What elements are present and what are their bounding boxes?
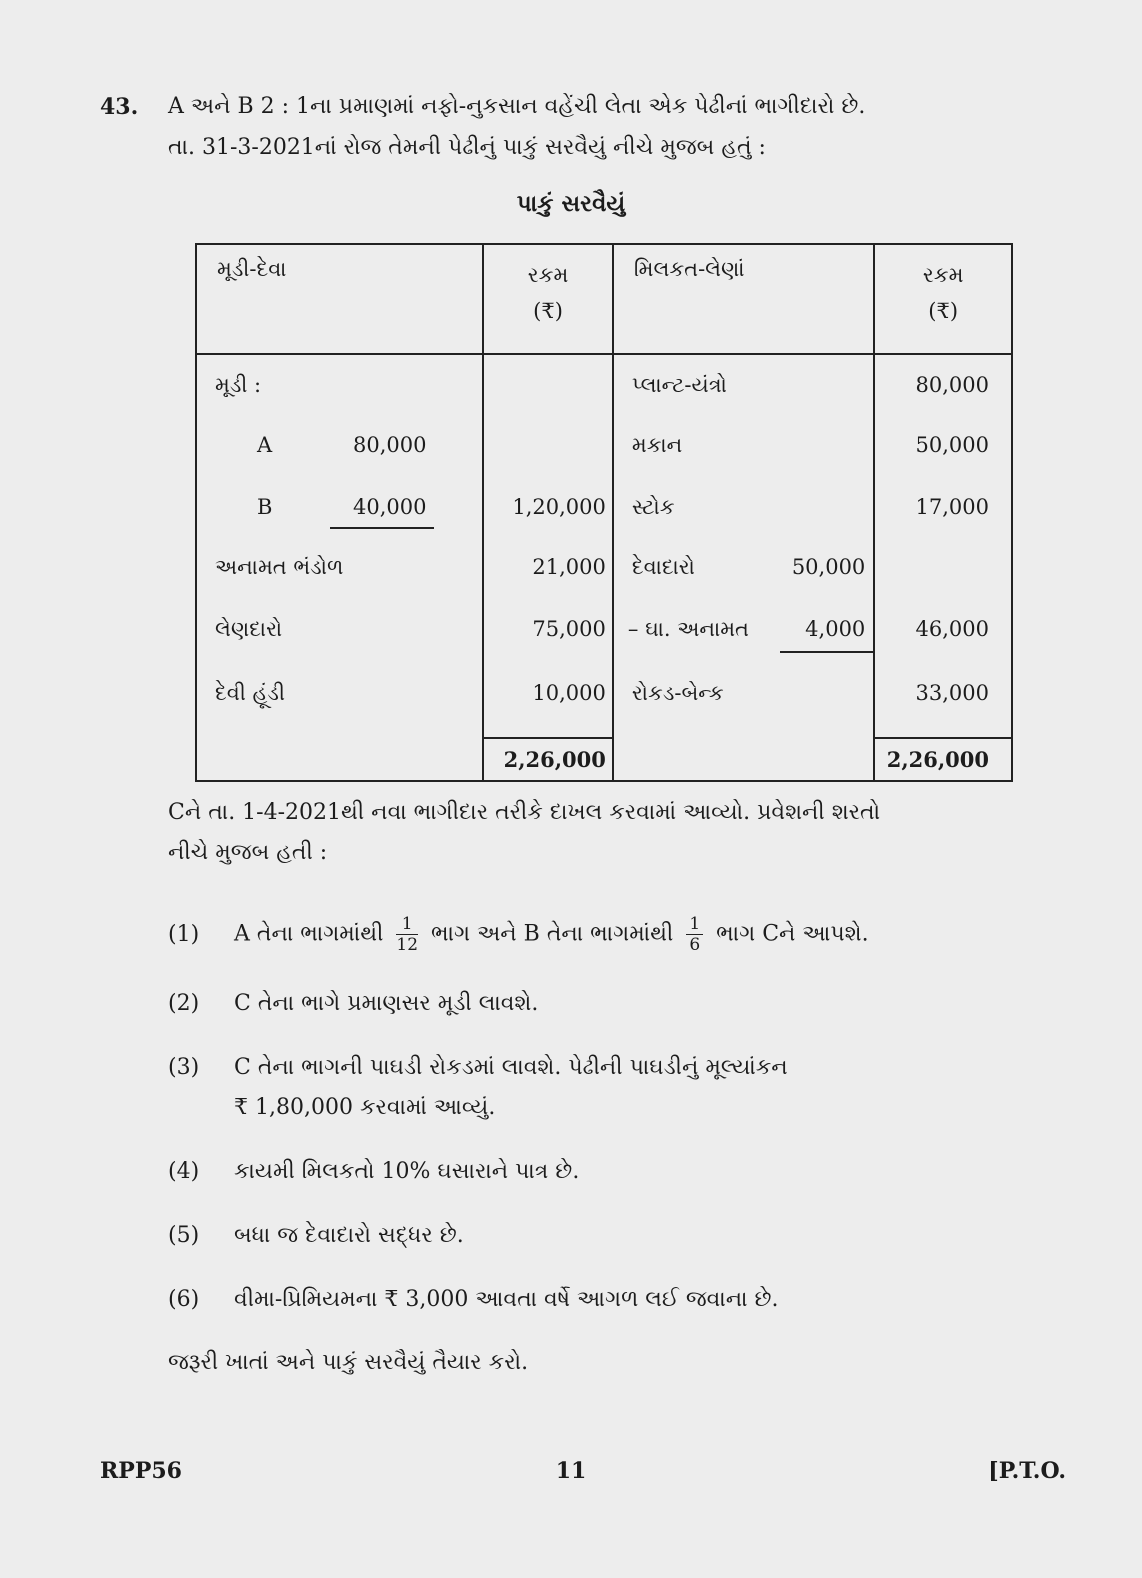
condition-number: (5): [168, 1223, 200, 1248]
condition-4: [168, 1156, 579, 1188]
capital-b-value: 40,000: [353, 495, 427, 519]
condition-number: (4): [168, 1159, 200, 1184]
plant-value: 80,000: [915, 373, 989, 397]
condition-5: [168, 1220, 464, 1252]
creditors-value: 75,000: [532, 617, 606, 641]
cash-label: રોકડ-બેન્ક: [631, 681, 724, 705]
condition-text: કાયમી મિલકતો 10% ઘસારાને પાત્ર છે.: [234, 1159, 580, 1184]
bills-payable-value: 10,000: [532, 681, 606, 705]
balance-sheet-title: પાકું સરવૈયું: [516, 190, 626, 217]
condition-1: [168, 914, 869, 955]
debtors-label: દેવાદારો: [631, 555, 695, 579]
question-number: 43.: [100, 94, 139, 120]
spacer-cell: [613, 735, 874, 781]
bills-payable-label: દેવી હૂંડી: [215, 681, 285, 705]
header-currency-label: (₹): [533, 299, 563, 323]
provision-value: 4,000: [805, 617, 866, 641]
condition-text: C તેના ભાગની પાઘડી રોકડમાં લાવશે. પેઢીની પાઘડીનું મૂલ્યાંકન: [234, 1055, 788, 1080]
spacer-cell: [196, 735, 483, 781]
condition-2: [168, 988, 538, 1020]
assets-total: 2,26,000: [886, 747, 989, 772]
capital-label: મૂડી :: [215, 373, 262, 397]
fraction-denominator: 6: [689, 935, 701, 955]
fraction-1-6: [686, 914, 703, 955]
page-number: 11: [555, 1458, 587, 1484]
cash-value: 33,000: [915, 681, 989, 705]
condition-6: [168, 1284, 779, 1316]
debtors-net-value: 46,000: [915, 617, 989, 641]
header-amount-label: રકમ: [922, 263, 964, 287]
question-intro-line1: A અને B 2 : 1ના પ્રમાણમાં નફો-નુકસાન વહેંચી લેતા એક પેઢીનાં ભાગીદારો છે.: [168, 94, 866, 119]
admission-line2: નીચે મુજબ હતી :: [168, 840, 328, 865]
fraction-numerator: 1: [686, 914, 703, 935]
question-intro-line2: તા. 31-3-2021નાં રોજ તેમની પેઢીનું પાકું સરવૈયું નીચે મુજબ હતું :: [168, 135, 766, 160]
condition-text: A તેના ભાગમાંથી: [234, 921, 384, 947]
reserve-label: અનામત ભંડોળ: [215, 555, 344, 579]
liabilities-total: 2,26,000: [503, 747, 606, 772]
fraction-denominator: 12: [396, 935, 419, 955]
paper-code: RPP56: [100, 1458, 182, 1484]
debtors-underline: [780, 651, 875, 653]
liabilities-amount-cell: [483, 354, 613, 772]
admission-line1: Cને તા. 1-4-2021થી નવા ભાગીદાર તરીકે દાખલ કરવામાં આવ્યો. પ્રવેશની શરતો: [168, 800, 881, 825]
creditors-label: લેણદારો: [215, 617, 283, 641]
header-currency-label: (₹): [928, 299, 959, 323]
capital-total-value: 1,20,000: [512, 495, 606, 519]
condition-number: (3): [168, 1055, 200, 1080]
fraction-1-12: [396, 914, 418, 955]
header-liabilities: મૂડી-દેવા: [196, 244, 483, 354]
instruction: જરૂરી ખાતાં અને પાકું સરવૈયું તૈયાર કરો.: [168, 1350, 529, 1375]
liabilities-total-rule: [484, 737, 612, 739]
stock-value: 17,000: [915, 495, 989, 519]
assets-total-rule: [875, 737, 1011, 739]
condition-text: ભાગ Cને આપશે.: [716, 921, 869, 947]
condition-3: [168, 1052, 788, 1084]
assets-amount-cell: [874, 354, 1012, 772]
condition-text: C તેના ભાગે પ્રમાણસર મૂડી લાવશે.: [234, 991, 539, 1016]
condition-number: (1): [168, 921, 200, 947]
table-body-row: [196, 354, 1012, 735]
condition-number: (2): [168, 991, 200, 1016]
capital-a-name: A: [257, 433, 273, 457]
capital-underline: [330, 527, 434, 529]
liabilities-cell: [196, 354, 483, 735]
condition-text: વીમા-પ્રિમિયમના ₹ 3,000 આવતા વર્ષે આગળ લઈ જવાના છે.: [234, 1287, 779, 1312]
pto-label: [P.T.O.: [988, 1458, 1066, 1484]
assets-cell: [613, 354, 874, 735]
balance-sheet-table: [195, 243, 1013, 782]
header-amount-label: રકમ: [527, 263, 569, 287]
capital-a-value: 80,000: [353, 433, 427, 457]
capital-b-name: B: [257, 495, 273, 519]
condition-text: બધા જ દેવાદારો સદ્ધર છે.: [234, 1223, 464, 1248]
fraction-numerator: 1: [396, 914, 418, 935]
header-amount-assets: [874, 244, 1012, 354]
building-value: 50,000: [915, 433, 989, 457]
provision-label: – ઘા. અનામત: [627, 617, 749, 641]
header-assets: મિલકત-લેણાં: [613, 244, 874, 354]
condition-number: (6): [168, 1287, 200, 1312]
condition-3-line2: ₹ 1,80,000 કરવામાં આવ્યું.: [234, 1095, 496, 1120]
stock-label: સ્ટોક: [631, 495, 675, 519]
plant-label: પ્લાન્ટ-યંત્રો: [631, 373, 727, 397]
header-amount-liabilities: [483, 244, 613, 354]
building-label: મકાન: [631, 433, 683, 457]
condition-text: ભાગ અને B તેના ભાગમાંથી: [431, 921, 674, 947]
reserve-value: 21,000: [532, 555, 606, 579]
table-header-row: [196, 244, 1012, 354]
debtors-gross-value: 50,000: [791, 555, 866, 579]
